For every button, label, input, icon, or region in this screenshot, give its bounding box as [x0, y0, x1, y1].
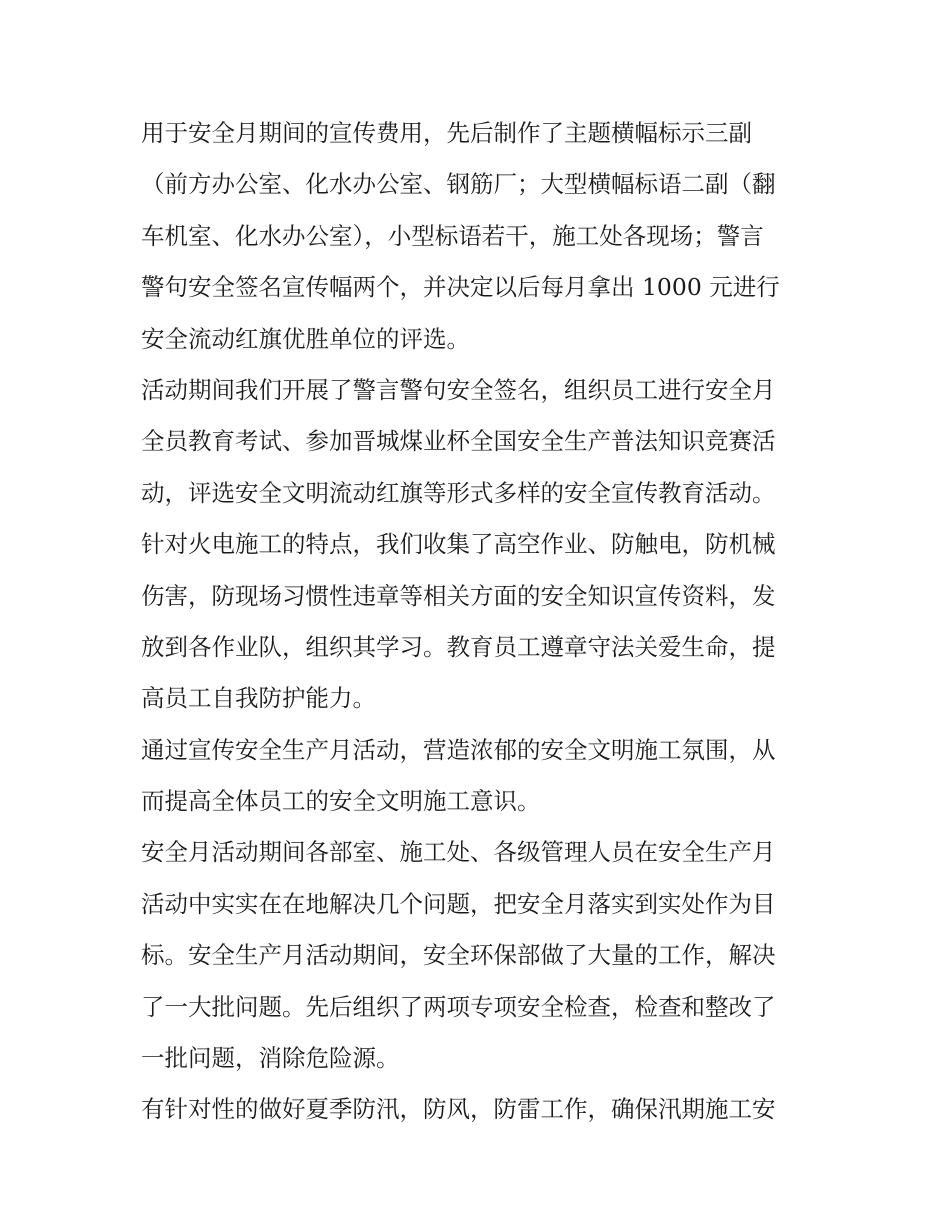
text-line: 动，评选安全文明流动红旗等形式多样的安全宣传教育活动。 [141, 478, 776, 507]
text-line: 用于安全月期间的宣传费用，先后制作了主题横幅标示三副 [141, 119, 752, 147]
text-line: 警句安全签名宣传幅两个，并决定以后每月拿出 1000 元进行 [141, 273, 780, 302]
text-line: 全员教育考试、参加晋城煤业杯全国安全生产普法知识竞赛活 [141, 427, 776, 456]
text-line: 放到各作业队，组织其学习。教育员工遵章守法关爱生命，提 [141, 632, 776, 661]
document-body [141, 108, 821, 1136]
text-line: 针对火电施工的特点，我们收集了高空作业、防触电，防机械 [141, 530, 776, 559]
text-line: 伤害，防现场习惯性违章等相关方面的安全知识宣传资料，发 [141, 581, 776, 610]
text-line: 活动期间我们开展了警言警句安全签名，组织员工进行安全月 [141, 375, 776, 404]
text-line: 安全月活动期间各部室、施工处、各级管理人员在安全生产月 [141, 838, 776, 867]
text-line: （前方办公室、化水办公室、钢筋厂；大型横幅标语二副（翻 [141, 170, 776, 199]
text-line: 安全流动红旗优胜单位的评选。 [141, 324, 470, 353]
text-line: 通过宣传安全生产月活动，营造浓郁的安全文明施工氛围，从 [141, 735, 776, 764]
text-line: 标。安全生产月活动期间，安全环保部做了大量的工作，解决 [141, 941, 776, 970]
text-line: 活动中实实在在地解决几个问题，把安全月落实到实处作为目 [141, 889, 776, 918]
text-line: 高员工自我防护能力。 [141, 684, 376, 713]
text-line: 车机室、化水办公室），小型标语若干，施工处各现场；警言 [141, 221, 764, 250]
text-line: 而提高全体员工的安全文明施工意识。 [141, 787, 541, 816]
text-line: 一批问题，消除危险源。 [141, 1044, 400, 1073]
text-line: 了一大批问题。先后组织了两项专项安全检查，检查和整改了 [141, 992, 776, 1021]
text-line: 有针对性的做好夏季防汛，防风，防雷工作，确保汛期施工安 [141, 1095, 776, 1124]
